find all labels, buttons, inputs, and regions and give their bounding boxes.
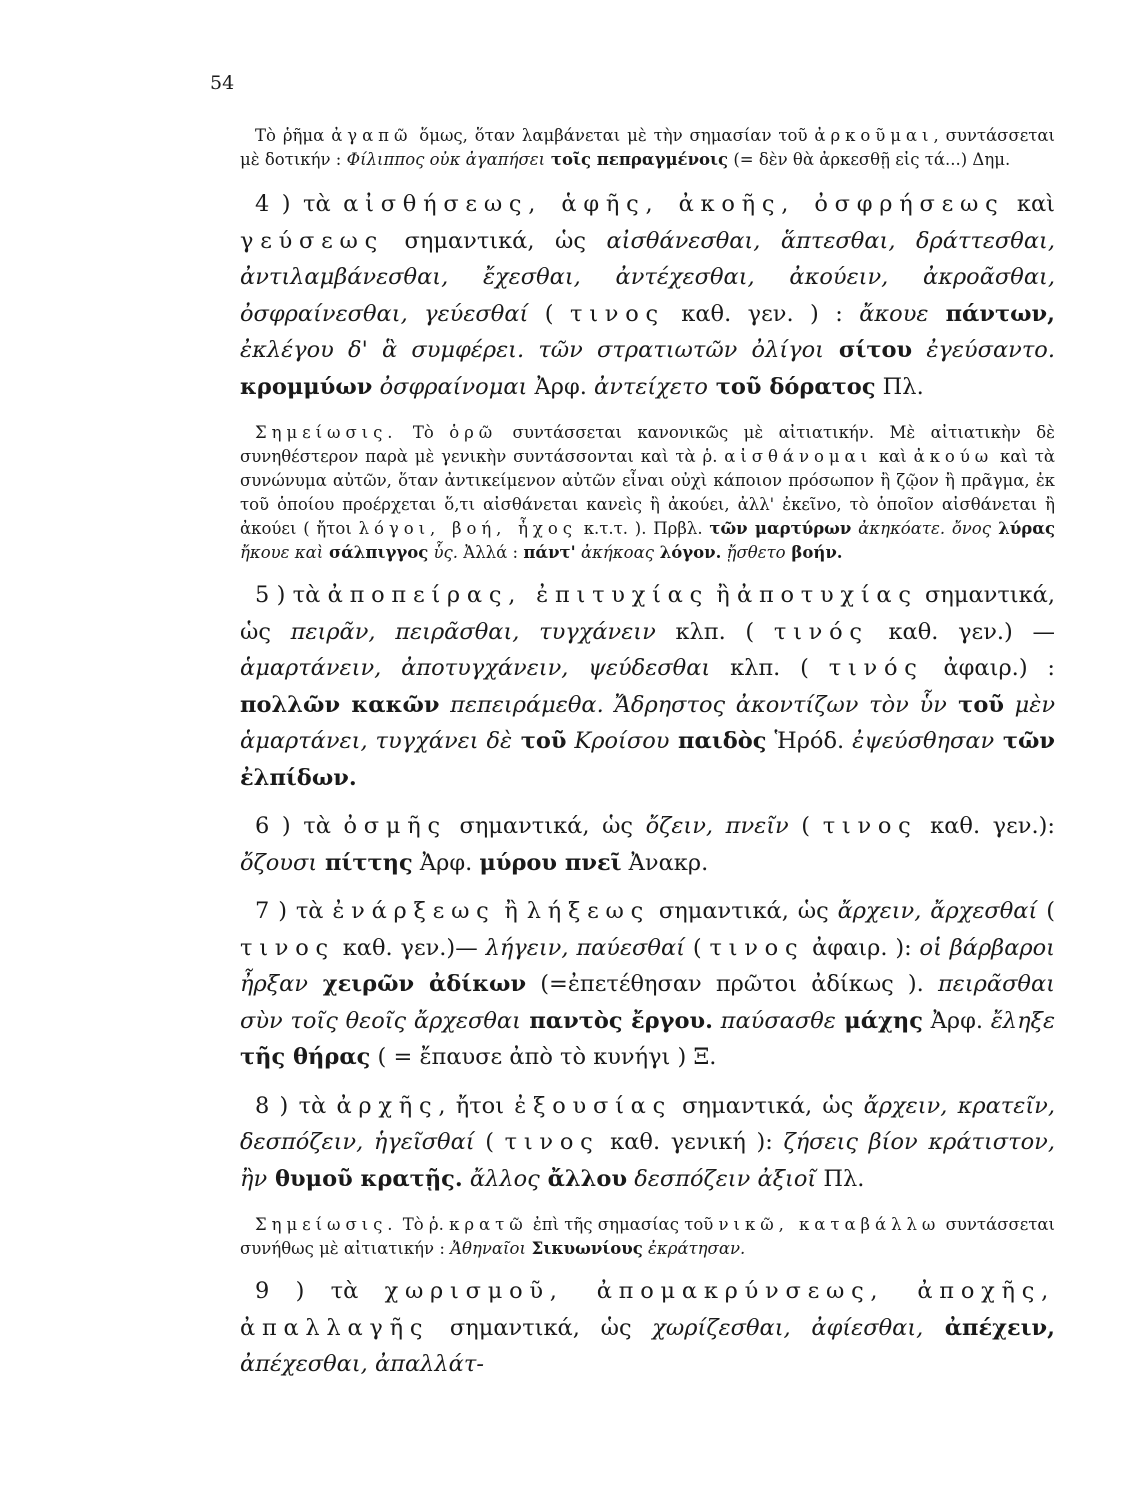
note-2: Σημείωσις. Τὸ ῥ. κρατῶ ἐπὶ τῆς σημασίας τοῦ νικῶ, καταβάλλω συντάσσεται συνήθως μὲ αἰτιατικήν : Ἀθηναῖοι Σικυωνίους ἐκράτησαν. — [240, 1215, 1056, 1258]
page-number: 54 — [210, 72, 235, 94]
note-1: Σημείωσις. Τὸ ὁρῶ συντάσσεται κανονικῶς μὲ αἰτιατικήν. Μὲ αἰτιατικὴν δὲ συνηθέστερον παρὰ μὲ γενικὴν συντάσσονται καὶ τὰ ῥ. αἰσθάνομαι καὶ ἀκούω καὶ τὰ συνώνυμα αὐτῶν, ὅταν ἀντικείμενον αὐτῶν εἶναι οὐχὶ κάποιον πρόσωπον ἢ ζῷον ἢ πρᾶγμα, ἐκ τοῦ ὁποίου προέρχεται ὅ,τι αἰσθάνεται κανεὶς ἢ ἀκούει, ἀλλ' ἐκεῖνο, τὸ ὁποῖον αἰσθάνεται ἢ ἀκούει ( ἤτοι λόγοι, βοή, ἦχος κ.τ.τ. ). Πρβλ. τῶν μαρτύρων ἀκηκόατε. ὄνος λύρας ἤκουε καὶ σάλπιγγος ὗς. Ἀλλά : πάντ' ἀκήκοας λόγον. ᾔσθετο βοήν. — [240, 423, 1056, 562]
section-4: 4 ) τὰ αἰσθήσεως, ἁφῆς, ἀκοῆς, ὀσφρήσεως καὶ γεύσεως σημαντικά, ὡς αἰσθάνεσθαι, ἅπτεσθαι, δράττεσθαι, ἀντιλαμβάνεσθαι, ἔχεσθαι, ἀντέχεσθαι, ἀκούειν, ἀκροᾶσθαι, ὀσφραίνεσθαι, γεύεσθαί ( τινος καθ. γεν. ) : ἄκουε πάντων, ἐκλέγου δ' ἃ συμφέρει. τῶν στρατιωτῶν ὀλίγοι σίτου ἐγεύσαντο. κρομμύων ὀσφραίνομαι Ἀρφ. ἀντείχετο τοῦ δόρατος Πλ. — [240, 191, 1055, 400]
section-6: 6 ) τὰ ὀσμῆς σημαντικά, ὡς ὄζειν, πνεῖν ( τινος καθ. γεν.): ὄζουσι πίττης Ἀρφ. μύρου πνεῖ Ἀνακρ. — [240, 813, 1055, 876]
intro-paragraph: Τὸ ῥῆμα ἀγαπῶ ὅμως, ὅταν λαμβάνεται μὲ τὴν σημασίαν τοῦ ἀρκοῦμαι, συντάσσεται μὲ δοτικήν : Φίλιππος οὐκ ἀγαπήσει τοῖς πεπραγμένοις (= δὲν θὰ ἀρκεσθῇ εἰς τά...) Δημ. — [240, 126, 1055, 169]
section-8: 8 ) τὰ ἀρχῆς, ἤτοι ἐξουσίας σημαντικά, ὡς ἄρχειν, κρατεῖν, δεσπόζειν, ἡγεῖσθαί ( τινος καθ. γενική ): ζήσεις βίον κράτιστον, ἢν θυμοῦ κρατῇς. ἄλλος ἄλλου δεσπόζειν ἀξιοῖ Πλ. — [240, 1092, 1055, 1192]
section-9: 9 ) τὰ χωρισμοῦ, ἀπομακρύνσεως, ἀποχῆς, ἀπαλλαγῆς σημαντικά, ὡς χωρίζεσθαι, ἀφίεσθαι, ἀπέχειν, ἀπέχεσθαι, ἀπαλλάτ- — [240, 1278, 1055, 1377]
section-5: 5 ) τὰ ἀποπείρας, ἐπιτυχίας ἢ ἀποτυχίας σημαντικά, ὡς πειρᾶν, πειρᾶσθαι, τυγχάνειν κλπ. ( τινός καθ. γεν.) — ἁμαρτάνειν, ἀποτυγχάνειν, ψεύδεσθαι κλπ. ( τινός ἀφαιρ.) : πολλῶν κακῶν πεπειράμεθα. Ἄδρηστος ἀκοντίζων τὸν ὗν τοῦ μὲν ἁμαρτάνει, τυγχάνει δὲ τοῦ Κροίσου παιδὸς Ἡρόδ. ἐψεύσθησαν τῶν ἐλπίδων. — [240, 582, 1056, 791]
page-body — [240, 124, 1055, 1383]
section-7: 7 ) τὰ ἐνάρξεως ἢ λήξεως σημαντικά, ὡς ἄρχειν, ἄρχεσθαί ( τινος καθ. γεν.)— λήγειν, παύεσθαί ( τινος ἀφαιρ. ): οἱ βάρβαροι ἦρξαν χειρῶν ἀδίκων (=ἐπετέθησαν πρῶτοι ἀδίκως ). πειρᾶσθαι σὺν τοῖς θεοῖς ἄρχεσθαι παντὸς ἔργου. παύσασθε μάχης Ἀρφ. ἔληξε τῆς θήρας ( = ἔπαυσε ἀπὸ τὸ κυνήγι ) Ξ. — [240, 898, 1056, 1070]
